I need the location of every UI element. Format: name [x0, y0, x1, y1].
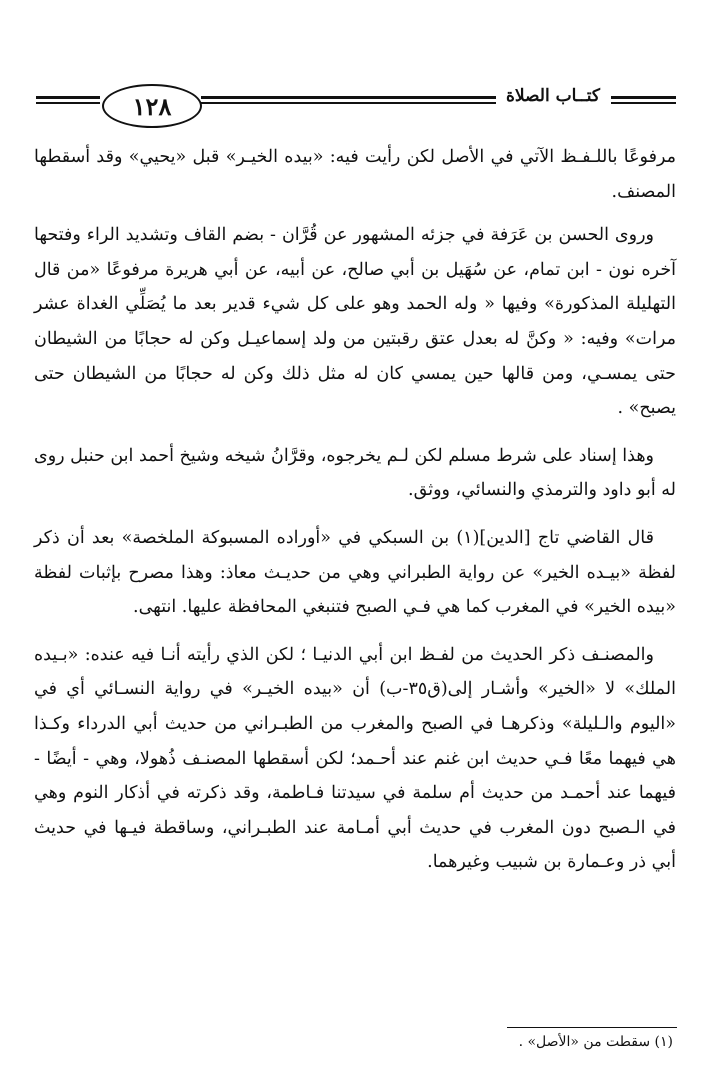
paragraph-3: وهذا إسناد على شرط مسلم لكن لـم يخرجوه، وقرَّانُ شيخه وشيخ أحمد ابن حنبل روى له أبو داود والترمذي والنسائي، ووثق.	[34, 445, 676, 501]
book-title: كتــاب الصلاة	[506, 86, 600, 106]
page-body	[34, 140, 676, 893]
paragraph-5: والمصنـف ذكر الحديث من لفـظ ابن أبي الدنيـا ؛ لكن الذي رأيته أنـا فيه عنده: «بـيده الملك» لا «الخير» وأشـار إلى(ق٣٥-ب) أن «بيده الخيـر» في رواية النسـائي أي في «اليوم والـليلة» وذكرهـا في الصبح والمغرب من الطبـراني من حديث أبي الدرداء وكـذا هي فيهما معًا فـي حديث ابن غنم عند أحـمد؛ لكن أسقطها المصنـف ذُهولا، وهي - أيضًا - فيهما عند أحمـد من حديث أم سلمة في سيدتنا فـاطمة، وقد ذكرته في أذكار النوم وهي في الـصبح دون المغرب في حديث أبي أمـامة عند الطبـراني، وساقطة فيـها في حديث أبي ذر وعـمارة بن شبيب وغيرهما.	[34, 644, 676, 873]
header-rule-right	[611, 96, 676, 104]
page-header	[36, 84, 676, 140]
paragraph-1: مرفوعًا باللـفـظ الآتي في الأصل لكن رأيت فيه: «بيده الخيـر» قبل «يحيي» وقد أسقطها المصنف.	[34, 147, 676, 202]
header-rule-middle	[201, 96, 496, 104]
page-number: ١٢٨	[102, 84, 202, 128]
footnote: (١) سقطت من «الأصل» .	[518, 1034, 673, 1050]
header-rule-left	[36, 96, 100, 104]
paragraph-4: قال القاضي تاج [الدين](١) بن السبكي في «أوراده المسبوكة الملخصة» بعد أن ذكر لفظة «بيـده الخير» عن رواية الطبراني وهي من حديـث معاذ: وهذا مصرح بإثبات لفظة «بيده الخير» في المغرب كما هي فـي الصبح فتنبغي المحافظة عليها. انتهى.	[34, 527, 676, 618]
footnote-divider	[507, 1027, 677, 1028]
paragraph-2: وروى الحسن بن عَرَفة في جزئه المشهور عن قُرَّان - بضم القاف وتشديد الراء وفتحها آخره نون - ابن تمام، عن سُهَيل بن أبي صالح، عن أبيه، عن أبي هريرة مرفوعًا «من قال التهليلة المذكورة» وفيها « وله الحمد وهو على كل شيء قدير بعد ما يُصَلِّي الغداة عشر مرات» وفيه: « وكنَّ له بعدل عتق رقبتين من ولد إسماعيـل وكن له حجابًا من الشيطان حتى يمسـي، ومن قالها حين يمسي كان له مثل ذلك وكن له حجابًا من الشيطان حتى يصبح» .	[34, 225, 676, 419]
